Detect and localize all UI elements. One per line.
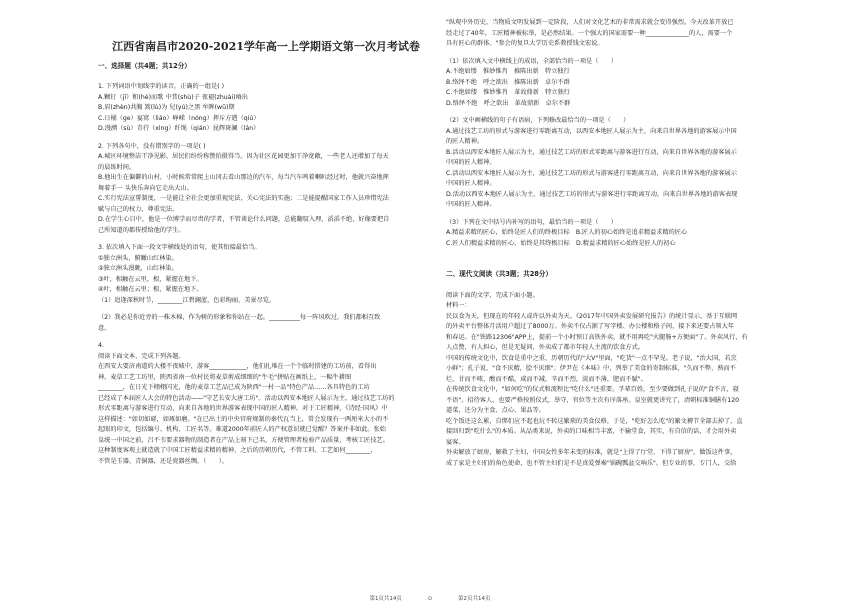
text-line: 吃个饭还这么累，自绑们应不起也玩不转这繁琐的美食仪格，于是，"吃好怎么吃"的繁文褥节全部去掉了，直 [446,417,743,425]
text-line: 3. 依次填入下面一段文字横线处的语句，使其衔接最恰当。 [98,244,261,251]
text-line: 2. 下列各句中，没有错别字的一项是( ) [98,142,206,150]
text-line: D.在学生心目中，他是一位博学而尽责的学者，不管谈论什么问题，总能翻驭入理、滔滔不绝，好像要把自 [98,216,390,223]
text-line: 具有匠心的群体。"参会的复旦大学历史系教授钱文宏说。 [446,40,604,47]
right-text-block [446,18,798,263]
text-line: ①独立洲头，俯瞰山红林染。 [98,254,178,262]
text-line: 和春运。在"铁路12306"APP上，提前一个小时预订高铁外卖，就不用再吃"火腿肠+方便面"了。外卖风行，有 [446,333,748,341]
blank-line [98,135,434,142]
right-text-block-2 [446,284,798,470]
text-line: ③叶，相触在云里，根，紧握在地下。 [98,275,203,283]
left-text-block [98,75,434,467]
text-line: B.眉(zhèn)共胸 篙(lù)为 兒(yú)之黑 牟眸(wū)期 [98,104,235,111]
text-line: C.活动以西安本地匠人展示为主，通过技艺工坊的形式与游客进行零距离互动，向来自世界各地的游客展示 [446,169,737,177]
page-footer [0,594,860,602]
text-line: 阅读下面的文字，完成下面小题。 [446,291,539,299]
text-line: 在西安大要济南道的大楼不夜城中，游客____________，他们扎堆在一个个临时搭建的工坊前，看得出 [98,363,377,370]
text-line: 4. [98,342,104,349]
text-line: 宴客。 [446,438,465,446]
blank-line [446,256,798,263]
text-line: （2）我必是你近旁的一株木棉，作为树的形象和你站在一起。__________每一阵风吹过，我们都相互致 [98,314,381,321]
page-separator-icon: ⊙ [427,596,433,602]
text-line: 舞着手一 头快乐奔向它走出大山。 [98,184,193,192]
text-line: 烂，甘而不哝，酸而不酷，咸而不减，辛而不烈，淡而不薄，肥而不腻"。 [446,375,647,383]
text-line: D.活动以西安本地匠人展示为主，通过技艺工坊的形式与游客进行零距离互动，向来自世界各地的游客表现 [446,190,738,198]
text-line: 形式零距离与游客进行互动，向来自各地的世界游客表现中国的匠人精神。对于工匠精神，《诗经·国风》中 [98,405,388,412]
text-line: 中国的匠人精神。 [446,180,496,187]
text-line: 接回归到"吃什么"的本质。从品类来说，外卖的口味相当丰富，不输堂食，其实，有自信的话，才会用外卖 [446,428,737,435]
text-line: 已经成了本届匠人大会的特色活动——"守艺长安大唐工坊"。活动以西安本地匠人展示为主，通过技艺工坊的 [98,394,395,402]
left-column [98,18,434,467]
text-line: 赋与自己的权力，尊重宪法。 [98,205,179,213]
page-title: 江西省南昌市2020-2021学年高一上学期语文第一次月考试卷 [112,40,420,53]
text-line: C.实行宪法宣誓制度，一是能让全社会更加重视宪法，关心宪法的实施；二是能提醒国家工作人员珍惜宪法 [98,195,389,202]
text-line: A.通过技艺工坊的形式与游客进行零距离互动，以西安本地匠人展示为主，向来自世界各地的游客展示中国 [446,127,737,135]
text-line: 在传统饮食文化中，"如何吃"的仪式和流程比"吃什么"还重要。孚辈百姓，至少要做到孔子说的"食不言，寝 [446,386,739,393]
text-line: （1）追逢深秋时节，________江碧澜蓝，色彩绚丽，美景尽览。 [98,296,276,304]
text-line: C.匠人们精益求精的匠心，始终是其终极目标 D.精益求精的匠心始终是匠人的初心 [446,239,676,247]
text-line: "纵观中外历史，当物质文明发展到一定阶段，人们对文化艺术的非常需求就会变得强烈。今天改革开放已 [446,19,734,26]
text-line: 不语"。招待客人，也要严格按照仪式，举守，官位等主次有序落座。皇室就更讲究了，清朝标准铜膳有120 [446,396,740,404]
blank-line [98,334,434,341]
blank-line [446,284,798,291]
text-line: 的匠人精神。 [446,138,484,145]
text-line: 起眼的印文，包括编号、机构、工匠名等。难道2000年前匠人的产权意识就已觉醒？答案并非如此。张始 [98,426,386,433]
text-line: A.城区环境整洁干净见影，居民们纷纷称赞拍摄得当。因为社区花园更加干净宽敞，一些老人还增加了每天 [98,153,389,160]
text-line: 成了家是主妇们的角色使命，也不管主妇们是不是真爱弹奏"锅碗瓢盆交响乐"。但专业的事，专门人，交给 [446,459,737,467]
text-line: （3）下列在文中括号内补写的语句，最恰当的一项是（ ） [446,218,617,226]
page-number-left: 第1页共14页 [369,596,402,602]
text-line: B.他出生在偏僻的山村，小时候常常爬上山冈去看山那边的汽车，每当汽车鸣着喇叭经过时，他就兴奋地挥 [98,174,389,181]
blank-line [98,306,434,313]
text-line: 己所知道的都传授给他的学生。 [98,226,185,234]
text-line: B.活动以西安本地匠人展示为主，通过技艺工坊的形式零距离与游客进行互动，向来自世界各地的游客展示 [446,148,737,156]
text-line: 中国的传统文化中，饮食是重中之重，历朝历代的"大V"里面，"吃货"一点不罕见。老子说，"治大国，若烹 [446,354,737,362]
text-line: D.漫溯（sù）青荇（xìng）纤绳（qián）昆辉斑澜（lán） [98,125,260,132]
text-line: 中国的匠人精神。 [446,159,496,166]
text-line: 1. 下列词语中划线字的读音，正确的一组是( ) [98,83,225,90]
text-line: A.颗钉（jī）和(hè)而歌 中昔(shù)子 夜褪(zhuài)瘠出 [98,93,248,101]
text-line: 的晨练时间。 [98,163,136,171]
text-line: A.不绝如缕 惟妙惟肖 推陈出新 特立独行 [446,68,570,75]
blank-line [446,109,798,116]
blank-line [98,75,434,82]
section-heading-reading: 二、现代文阅读（共3题；共28分） [446,270,553,278]
blank-line [446,211,798,218]
text-line: 民以食为天，但现在的年轻人或许以外卖为天。《2017年中国外卖发展研究报告》的统计显示，基于互联网 [446,312,738,320]
text-line: 外卖解放了厨房，解救了主妇，中国女性多年未变的标准，就是"上得了厅堂，下得了厨房"，做饭这件事， [446,449,737,456]
page-number-right: 第2页共14页 [458,596,491,602]
section-heading-choice: 一、选择题（共4题；共12分） [98,61,191,70]
text-line: A.精益求精的匠心，始终是匠人们的终极目标 B.匠人的初心始终是追求精益求精的匠心 [446,229,688,236]
text-line: 小鲜"；孔子说，"食不厌精，脍不厌细"；伊尹在《本味》中，列举了美食的寄制标准，"久而不弊，熟而不 [446,365,736,372]
text-line: C.日桶（ge）宴窝（liáo）峥嵘（nóng）挥斥方遒（qiú） [98,114,260,122]
blank-line [446,249,798,256]
text-line: 材料一： [446,302,471,309]
text-line: 阅读下面文本，完成下列各题。 [98,352,185,360]
text-line: ④叶，相触在云里；根，紧握在地下。 [98,286,203,293]
text-line: B.络绎不绝 呼之欲出 推陈出新 卓尔不群 [446,78,570,86]
text-line: 中国的匠人精神。 [446,201,496,208]
text-line: 的外卖平台整体月活用户超过了8000万。外卖不仅占据了写字楼、办公楼和格子间，接下来还要占领大年 [446,323,734,330]
text-line: 这样描述："如切如磋，如琢如磨。"在已出土的中央官府规制的秦代瓦当上，常会发现有一两厘米大小的不 [98,415,389,423]
text-line: 意。 [98,324,111,332]
text-line: D.络绎不绝 呼之欲出 革故鼎新 卓尔不群 [446,99,571,107]
text-line: 神。麦草工艺工坊里，陕西省南一位村民将麦草剪成细细的"牛毛"拼贴在画纸上，一幅牛耕图 [98,373,352,381]
blank-line [446,50,798,57]
text-line: 这种制度客观上就造就了中国工匠精益求精的精神，之后的历朝历代，不管工料、工艺如何________， [98,447,377,454]
blank-line [98,236,434,243]
text-line: 不管是玉器、青铜器，还是瓷器丝绸，（ ）。 [98,457,228,465]
text-line: 道菜，还分为主食、点心、果品等。 [446,407,545,414]
text-line: C.不绝如缕 惟妙惟肖 革故鼎新 特立独行 [446,89,570,96]
text-line: （2）文中画横线的句子有语病，下列修改最恰当的一项是（ ） [446,117,630,124]
text-line: ②独立洲头漫眺，山红林染。 [98,265,178,272]
text-line: （1）依次填入文中横线上的成语，全部恰当的一项是（ ） [446,57,617,65]
right-column [446,18,798,469]
text-line: 人点赞，有人担心，但是无疑问，外卖成了都市年轻人主流的饮食方式。 [446,344,644,351]
text-line: 经走过了40年，工匠精神被标举，是必然结果。一个强大的国家需要一种______________的人，需要一个 [446,29,733,37]
text-line: 皇统一中国之前，吕不韦要求器物的制造者在产品上刻下己名，方便管理者检验产品质量，考核工匠技艺。 [98,436,389,444]
text-line: ________，在日光下栩栩闪光，他的麦草工艺品已成为陕西"一村一品"特色产品……各具特色的工坊 [98,384,370,391]
